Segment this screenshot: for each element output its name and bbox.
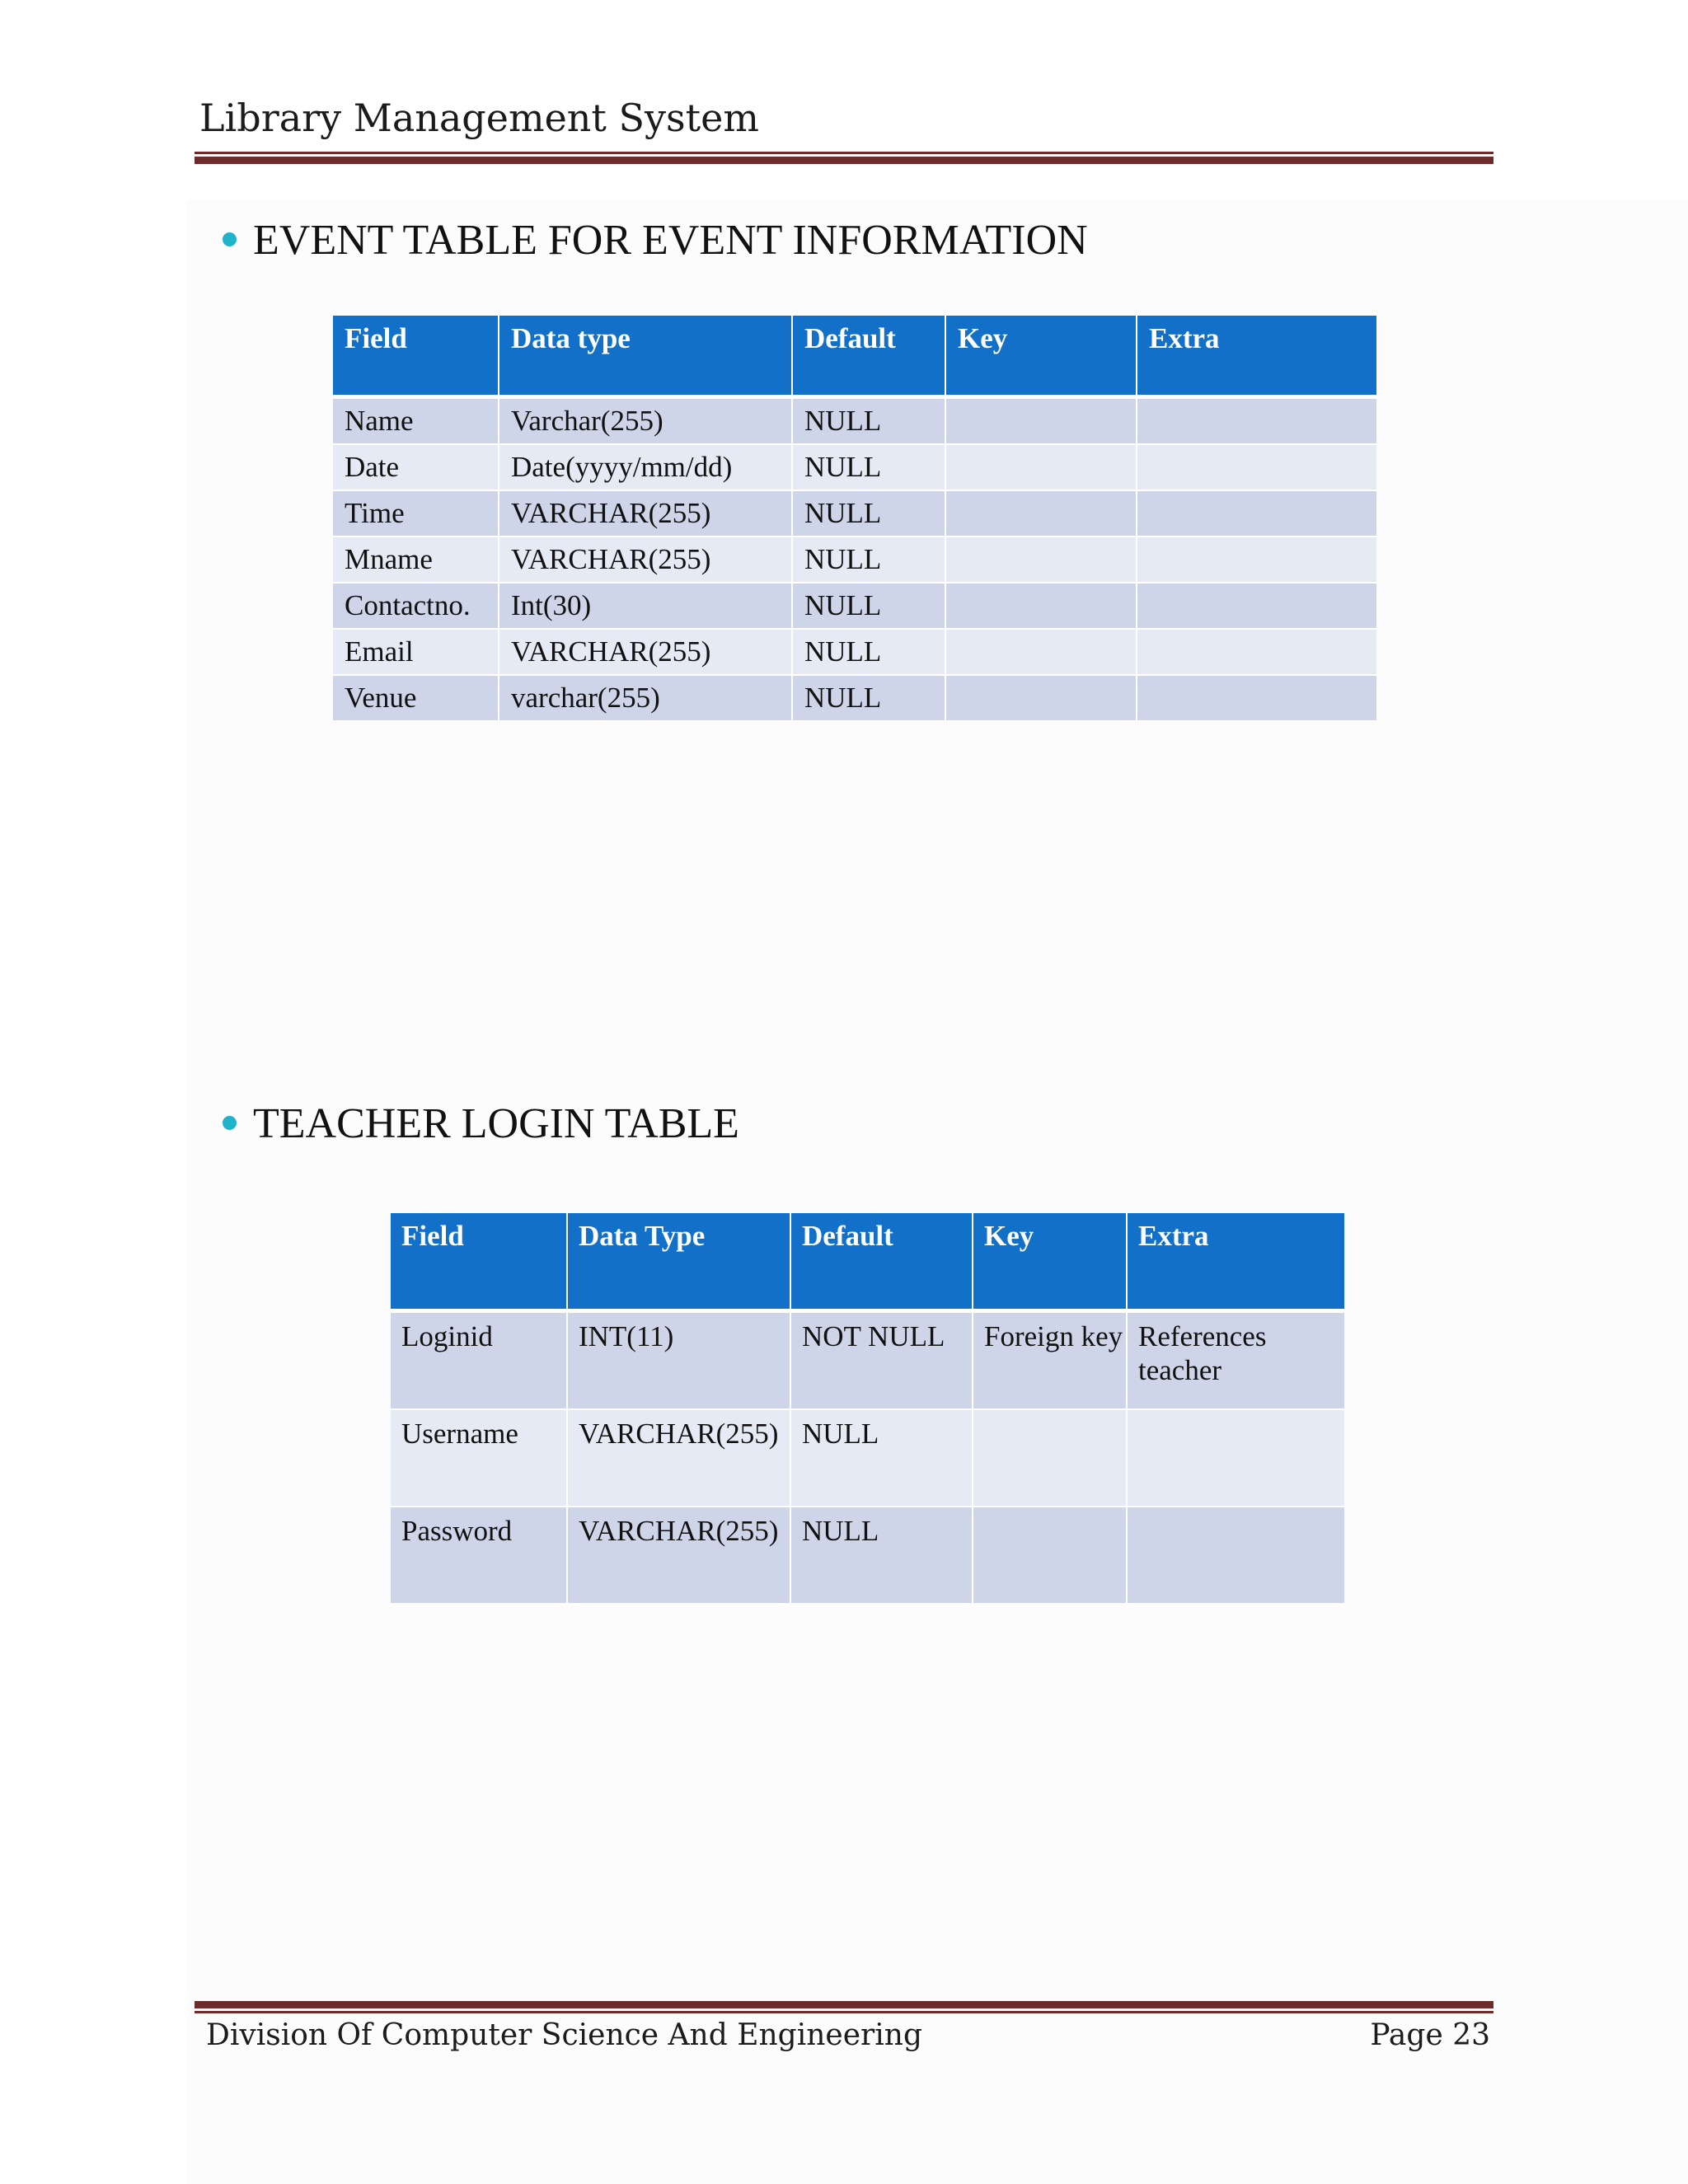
cell-default: NULL: [790, 1507, 973, 1604]
table-header-row: [333, 316, 1376, 397]
cell-extra: [1127, 1507, 1344, 1604]
column-header-extra: Extra: [1127, 1213, 1344, 1311]
bullet-icon: [223, 232, 237, 246]
cell-default: NULL: [792, 537, 945, 583]
cell-default: NULL: [792, 583, 945, 629]
cell-extra: [1137, 490, 1376, 537]
page-number: Page 23: [1370, 2018, 1490, 2052]
cell-data-type: VARCHAR(255): [567, 1507, 790, 1604]
cell-data-type: VARCHAR(255): [499, 490, 792, 537]
cell-key: [973, 1507, 1127, 1604]
cell-field: Password: [391, 1507, 567, 1604]
section-heading-teacher-login-table: [223, 1100, 739, 1147]
cell-default: NULL: [792, 675, 945, 721]
cell-extra: [1137, 583, 1376, 629]
column-header-field: Field: [391, 1213, 567, 1311]
cell-data-type: VARCHAR(255): [499, 629, 792, 675]
cell-extra: [1137, 675, 1376, 721]
table-row: [391, 1311, 1344, 1410]
cell-extra: [1137, 537, 1376, 583]
table-header-row: [391, 1213, 1344, 1311]
cell-default: NULL: [792, 397, 945, 445]
cell-default: NULL: [792, 490, 945, 537]
cell-key: [945, 583, 1137, 629]
column-header-key: Key: [945, 316, 1137, 397]
cell-field: Mname: [333, 537, 499, 583]
cell-key: [945, 629, 1137, 675]
cell-data-type: Varchar(255): [499, 397, 792, 445]
table-row: [333, 397, 1376, 445]
cell-default: NULL: [792, 444, 945, 490]
cell-extra: [1137, 444, 1376, 490]
table-row: [333, 537, 1376, 583]
section-heading-text: EVENT TABLE FOR EVENT INFORMATION: [253, 217, 1088, 264]
footer-division-text: Division Of Computer Science And Engineering: [206, 2018, 922, 2052]
cell-data-type: varchar(255): [499, 675, 792, 721]
cell-field: Date: [333, 444, 499, 490]
table-row: [333, 629, 1376, 675]
cell-extra: [1137, 397, 1376, 445]
cell-data-type: VARCHAR(255): [499, 537, 792, 583]
running-header-title: Library Management System: [199, 96, 759, 140]
cell-field: Time: [333, 490, 499, 537]
cell-key: [973, 1409, 1127, 1507]
teacher-login-table: [391, 1213, 1344, 1605]
column-header-key: Key: [973, 1213, 1127, 1311]
cell-data-type: INT(11): [567, 1311, 790, 1410]
column-header-field: Field: [333, 316, 499, 397]
cell-key: [945, 397, 1137, 445]
cell-key: Foreign key: [973, 1311, 1127, 1410]
table-row: [391, 1409, 1344, 1507]
header-rule: [195, 152, 1493, 164]
cell-field: Username: [391, 1409, 567, 1507]
cell-extra: [1127, 1409, 1344, 1507]
cell-key: [945, 675, 1137, 721]
event-table: [333, 316, 1376, 722]
column-header-extra: Extra: [1137, 316, 1376, 397]
table-row: [333, 490, 1376, 537]
table-row: [333, 675, 1376, 721]
cell-field: Name: [333, 397, 499, 445]
column-header-default: Default: [790, 1213, 973, 1311]
cell-default: NULL: [792, 629, 945, 675]
column-header-data-type: Data type: [499, 316, 792, 397]
bullet-icon: [223, 1116, 237, 1130]
cell-data-type: VARCHAR(255): [567, 1409, 790, 1507]
column-header-default: Default: [792, 316, 945, 397]
cell-field: Loginid: [391, 1311, 567, 1410]
cell-default: NOT NULL: [790, 1311, 973, 1410]
cell-key: [945, 537, 1137, 583]
cell-extra: [1137, 629, 1376, 675]
table-row: [333, 583, 1376, 629]
cell-data-type: Date(yyyy/mm/dd): [499, 444, 792, 490]
cell-key: [945, 444, 1137, 490]
table-row: [333, 444, 1376, 490]
column-header-data-type: Data Type: [567, 1213, 790, 1311]
cell-field: Contactno.: [333, 583, 499, 629]
cell-key: [945, 490, 1137, 537]
cell-data-type: Int(30): [499, 583, 792, 629]
cell-field: Venue: [333, 675, 499, 721]
cell-default: NULL: [790, 1409, 973, 1507]
cell-field: Email: [333, 629, 499, 675]
cell-extra: References teacher: [1127, 1311, 1344, 1410]
section-heading-text: TEACHER LOGIN TABLE: [253, 1100, 739, 1147]
footer-rule: [195, 2001, 1493, 2013]
section-heading-event-table: [223, 219, 1088, 262]
table-row: [391, 1507, 1344, 1604]
